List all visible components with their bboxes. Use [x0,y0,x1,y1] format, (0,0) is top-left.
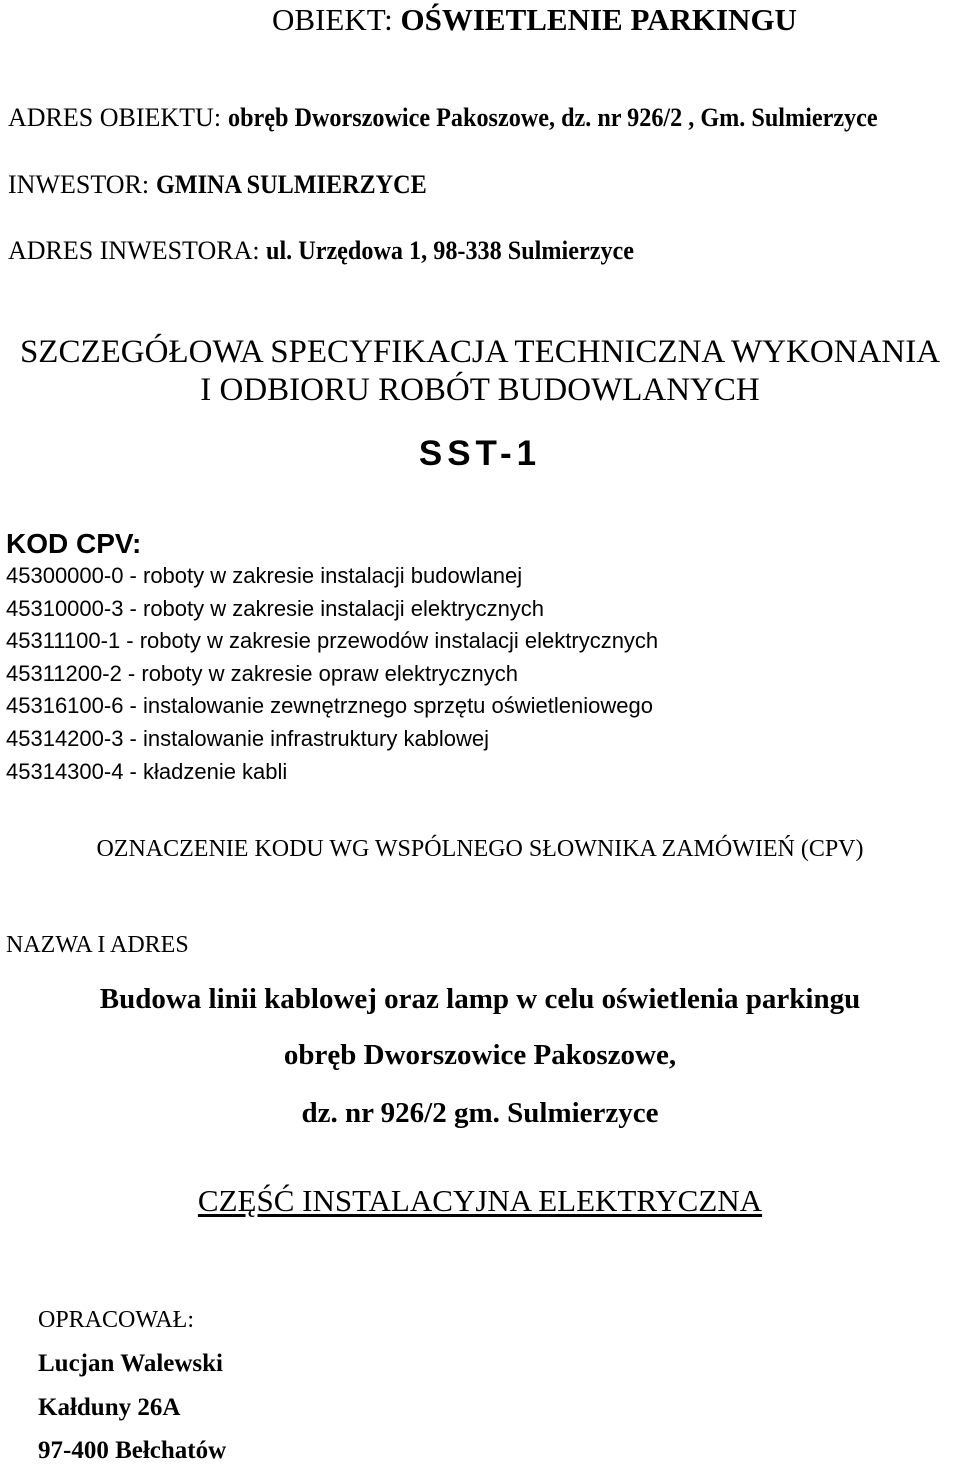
investor-value: GMINA SULMIERZYCE [155,170,427,199]
author-city: 97-400 Bełchatów [38,1437,227,1464]
investor-address-value: ul. Urzędowa 1, 98-338 Sulmierzyce [266,236,635,265]
object-value: OŚWIETLENIE PARKINGU [400,2,797,37]
investor-line [8,170,447,200]
object-address-label: ADRES OBIEKTU: [8,103,228,132]
investor-address-label: ADRES INWESTORA: [8,236,267,265]
section-title: CZĘŚĆ INSTALACYJNA ELEKTRYCZNA [197,1183,763,1218]
spec-code: SST-1 [418,434,542,473]
prepared-by-label: OPRACOWAŁ: [38,1307,195,1333]
project-name-line-3: dz. nr 926/2 gm. Sulmierzyce [301,1097,659,1129]
cpv-designation: OZNACZENIE KODU WG WSPÓLNEGO SŁOWNIKA ZAMÓWIEŃ (CPV) [96,836,864,862]
object-line [272,2,797,38]
name-address-label: NAZWA I ADRES [6,932,189,958]
object-address-value: obręb Dworszowice Pakoszowe, dz. nr 926/2 , Gm. Sulmierzyce [227,103,878,132]
object-label: OBIEKT: [272,2,401,37]
author-street: Kałduny 26A [38,1394,181,1421]
cpv-item: 45311200-2 - roboty w zakresie opraw elektrycznych [6,660,518,686]
spec-title-line-1: SZCZEGÓŁOWA SPECYFIKACJA TECHNICZNA WYKONANIA [19,334,941,370]
project-name-line-1: Budowa linii kablowej oraz lamp w celu oświetlenia parkingu [99,983,861,1015]
cpv-list [6,560,658,788]
cpv-item: 45316100-6 - instalowanie zewnętrznego sprzętu oświetleniowego [6,693,653,719]
author-name: Lucjan Walewski [38,1350,223,1377]
cpv-item: 45300000-0 - roboty w zakresie instalacji budowlanej [6,563,523,588]
investor-address-line [8,236,662,266]
investor-label: INWESTOR: [8,170,156,199]
cpv-item: 45314300-4 - kładzenie kabli [6,758,288,784]
object-address-line [8,103,926,133]
spec-title-line-2: I ODBIORU ROBÓT BUDOWLANYCH [200,372,760,408]
project-name-line-2: obręb Dworszowice Pakoszowe, [283,1039,677,1071]
cpv-item: 45314200-3 - instalowanie infrastruktury kablowej [6,725,490,751]
cpv-item: 45310000-3 - roboty w zakresie instalacji elektrycznych [6,595,545,621]
cpv-heading: KOD CPV: [6,528,142,559]
cpv-item: 45311100-1 - roboty w zakresie przewodów instalacji elektrycznych [6,628,659,654]
